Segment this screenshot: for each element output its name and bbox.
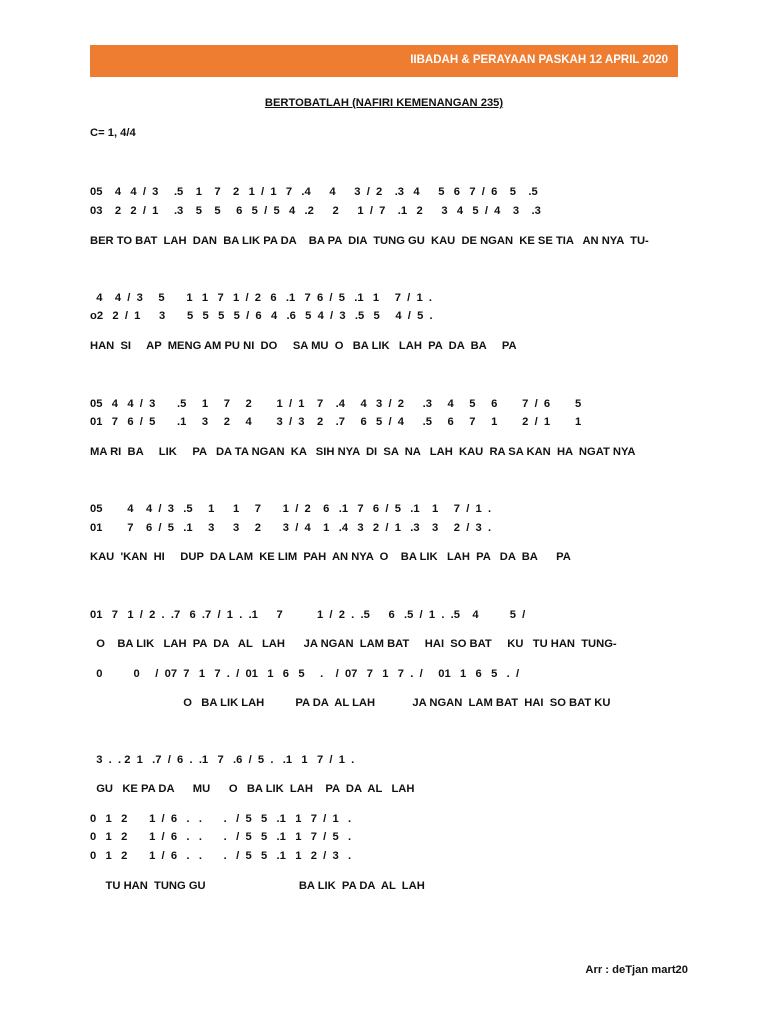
lyric-line: MA RI BA LIK PA DA TA NGAN KA SIH NYA DI SA NA LAH KAU RA SA KAN HA NGAT NYA xyxy=(90,446,636,458)
notation-line: 05 4 4 / 3 .5 1 1 7 1 / 2 6 .1 7 6 / 5 .1 1 7 / 1 . xyxy=(90,503,492,515)
header-title: IIBADAH & PERAYAAN PASKAH 12 APRIL 2020 xyxy=(410,54,668,66)
arranger-credit: Arr : deTjan mart20 xyxy=(585,964,688,976)
header-band xyxy=(90,45,678,77)
song-title: BERTOBATLAH (NAFIRI KEMENANGAN 235) xyxy=(264,97,504,109)
notation-line: 03 2 2 / 1 .3 5 5 6 5 / 5 4 .2 2 1 / 7 .1 2 3 4 5 / 4 3 .3 xyxy=(90,205,541,217)
lyric-line: GU KE PA DA MU O BA LIK LAH PA DA AL LAH xyxy=(90,783,415,795)
notation-line: 0 1 2 1 / 6 . . . / 5 5 .1 1 7 / 1 . xyxy=(90,813,352,825)
lyric-line: BER TO BAT LAH DAN BA LIK PA DA BA PA DIA TUNG GU KAU DE NGAN KE SE TIA AN NYA TU- xyxy=(90,235,649,247)
notation-line: o2 2 / 1 3 5 5 5 5 / 6 4 .6 5 4 / 3 .5 5 4 / 5 . xyxy=(90,310,433,322)
notation-line: 3 . . 2 1 .7 / 6 . .1 7 .6 / 5 . .1 1 7 / 1 . xyxy=(90,754,355,766)
lyric-line: TU HAN TUNG GU BA LIK PA DA AL LAH xyxy=(90,880,425,892)
notation-line: 01 7 6 / 5 .1 3 3 2 3 / 4 1 .4 3 2 / 1 .3 3 2 / 3 . xyxy=(90,522,492,534)
lyric-line: O BA LIK LAH PA DA AL LAH JA NGAN LAM BAT HAI SO BAT KU xyxy=(90,697,611,709)
notation-line: 05 4 4 / 3 .5 1 7 2 1 / 1 7 .4 4 3 / 2 .3 4 5 6 7 / 6 5 .5 xyxy=(90,186,538,198)
notation-line: 0 1 2 1 / 6 . . . / 5 5 .1 1 2 / 3 . xyxy=(90,850,352,862)
notation-line: 0 0 / 07 7 1 7 . / 01 1 6 5 . / 07 7 1 7 . / 01 1 6 5 . / xyxy=(90,668,520,680)
lyric-line: HAN SI AP MENG AM PU NI DO SA MU O BA LIK LAH PA DA BA PA xyxy=(90,340,517,352)
song-key: C= 1, 4/4 xyxy=(90,127,136,139)
notation-line: 01 7 1 / 2 . .7 6 .7 / 1 . .1 7 1 / 2 . .5 6 .5 / 1 . .5 4 5 / xyxy=(90,609,526,621)
notation-line: 0 1 2 1 / 6 . . . / 5 5 .1 1 7 / 5 . xyxy=(90,831,352,843)
notation-line: 05 4 4 / 3 .5 1 7 2 1 / 1 7 .4 4 3 / 2 .3 4 5 6 7 / 6 5 xyxy=(90,398,582,410)
lyric-line: KAU 'KAN HI DUP DA LAM KE LIM PAH AN NYA O BA LIK LAH PA DA BA PA xyxy=(90,551,571,563)
notation-line: 01 7 6 / 5 .1 3 2 4 3 / 3 2 .7 6 5 / 4 .5 6 7 1 2 / 1 1 xyxy=(90,416,582,428)
notation-line: 4 4 / 3 5 1 1 7 1 / 2 6 .1 7 6 / 5 .1 1 7 / 1 . xyxy=(90,292,433,304)
lyric-line: O BA LIK LAH PA DA AL LAH JA NGAN LAM BAT HAI SO BAT KU TU HAN TUNG- xyxy=(90,638,617,650)
